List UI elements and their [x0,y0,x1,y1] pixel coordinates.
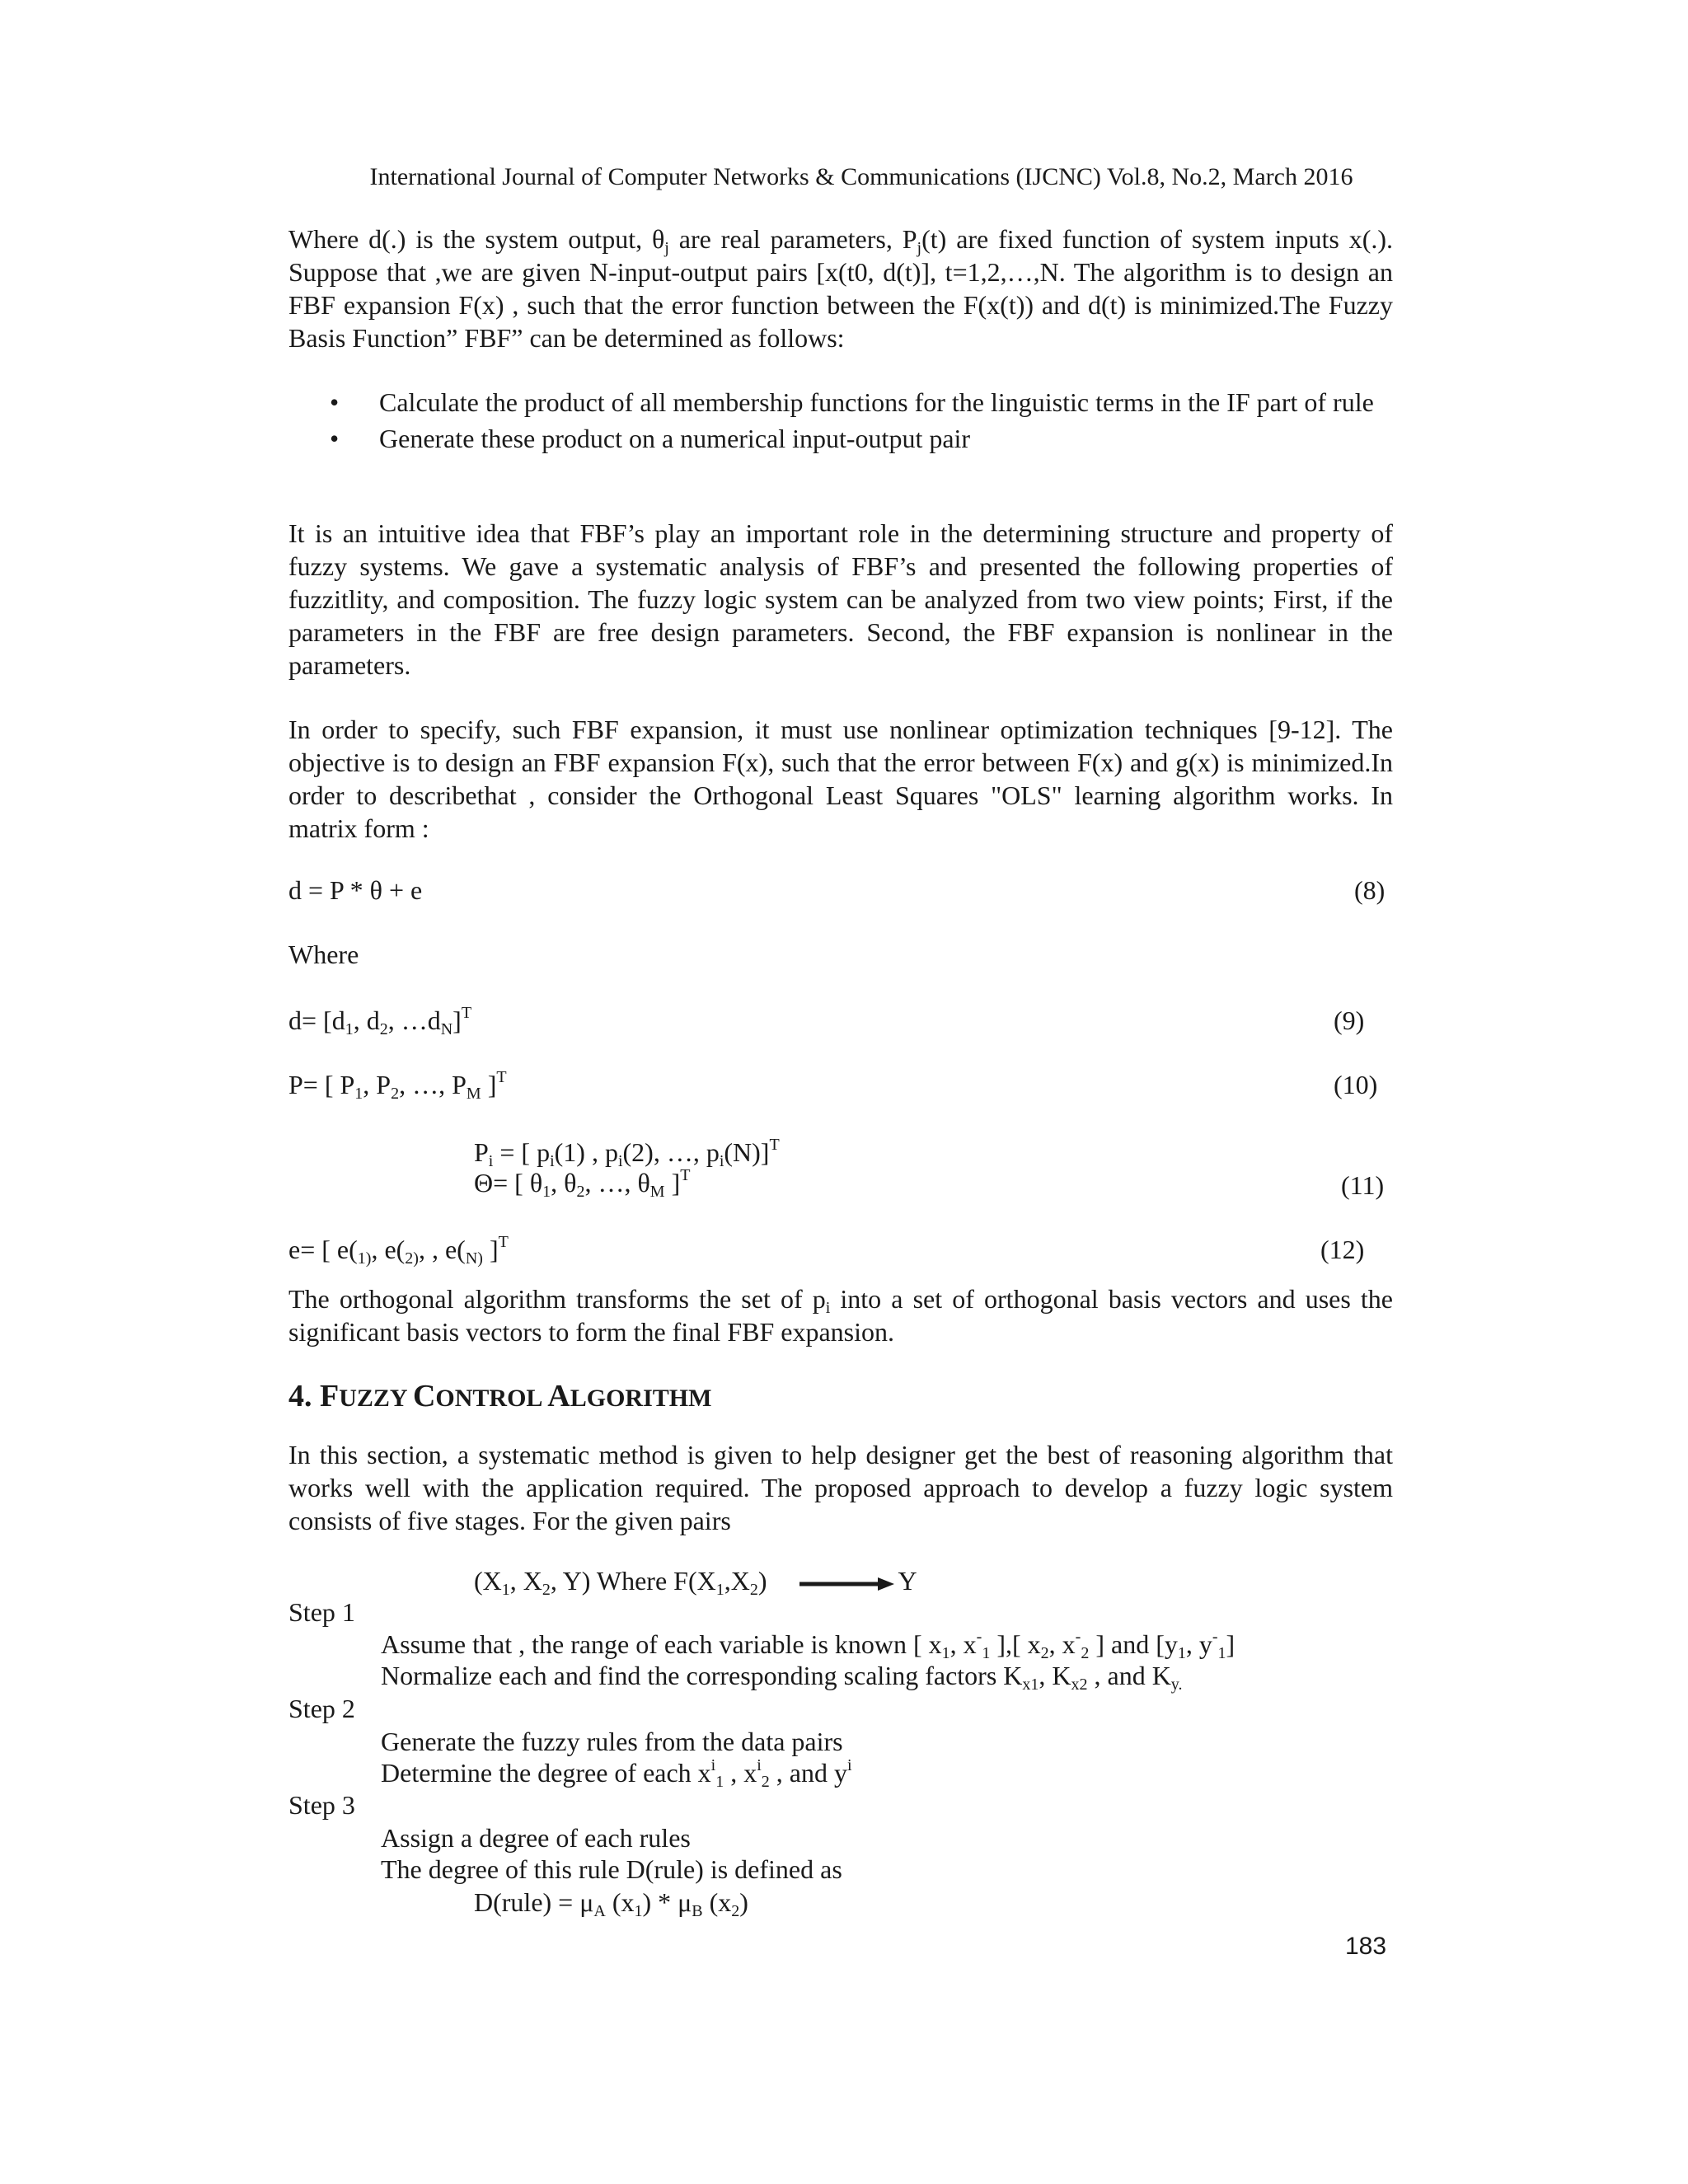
step-2-label: Step 2 [288,1694,355,1723]
step-3-label: Step 3 [288,1790,355,1820]
equation-11-p: $P_i$ = [ $p_i(1)$ , $p_i(2)$, …, $p_i(N)]^T$ [474,1136,780,1170]
step-2-generate: Generate the fuzzy rules from the data pairs [381,1727,843,1756]
equation-number-8: (8) [1354,875,1386,905]
equation-8: d = P * θ + e [288,875,423,905]
paragraph-fbf-properties: It is an intuitive idea that FBF’s play an important role in the determining structure and property of fuzzy systems. We gave a systematic analysis of FBF’s and presented the following properties of fuzzitlity, and composition. The fuzzy logic system can be analyzed from two view points; First, if the parameters in the FBF are free design parameters. Second, the FBF expansion is nonlinear in the parameters. [288,518,1393,680]
page-number: 183 [1345,1933,1387,1960]
step-3-definition: The degree of this rule D(rule) is defined as [381,1854,842,1884]
paragraph-section-intro: In this section, a systematic method is given to help designer get the best of reasoning algorithm that works well with the application required. The proposed approach to develop a fuzzy logic system consists of five stages. For the given pairs [288,1440,1393,1535]
paragraph-ols: In order to specify, such FBF expansion, it must use nonlinear optimization techniques [9-12]. The objective is to design an FBF expansion F(x), such that the error between F(x) and g(x) is minimized.In order to describethat , consider the Orthogonal Least Squares "OLS" learning algorithm works. In matrix form : [288,715,1393,843]
equation-number-9: (9) [1334,1005,1365,1035]
paragraph-fbf-definition: Where d(.) is the system output, $\theta_j$ are real parameters, $P_j(t)$ are fixed function of system inputs x(.). Suppose that ,we are given N-input-output pairs [x(t0, d(t)], t=1,2,…,N. The algorithm is to design an FBF expansion F(x) , such that the error function between the F(x(t)) and d(t) is minimized.The Fuzzy Basis Function” FBF” can be determined as follows: [288,224,1394,353]
bullet-list [330,386,1393,458]
step-1-normalize: Normalize each and find the corresponding scaling factors $K_{x1}$, $K_{x2}$ , and $K_{y.}$ [381,1661,1183,1694]
equation-12: e= [ $e(_{1)}$, $e(_{2)}$, , $e(_{N)}$ ]$^T$ [288,1233,509,1268]
equation-10: P= [ $P_1$, $P_2$, …, $P_M$ ]$^T$ [288,1068,507,1103]
data-pairs-line: ($X_1$, $X_2$, Y) Where $F(X_1,X_2)$ Y [474,1566,917,1599]
step-3-assign: Assign a degree of each rules [381,1823,691,1853]
where-label: Where [288,940,359,969]
bullet-icon: • [330,424,340,453]
equation-number-11: (11) [1341,1170,1385,1200]
equation-9: $d= [d_1$, $d_2$, $\dots d_N]^T$ [288,1004,472,1038]
step-2-degree: Determine the degree of each $x^i_1$ , $x^i_2$ , and $y^i$ [381,1756,852,1791]
list-item: • Generate these product on a numerical input-output pair [330,424,971,453]
step-1-range: Assume that , the range of each variable is known [ $x_1$, $x^-_1$ ],[ $x_2$, $x^-_2$ ] and [$y_1$, $y^-_1$] [381,1628,1236,1662]
journal-header: International Journal of Computer Networks & Communications (IJCNC) Vol.8, No.2, March 2016 [369,163,1353,190]
equation-number-10: (10) [1334,1070,1378,1099]
list-item: • Calculate the product of all membership functions for the linguistic terms in the IF part of rule [330,387,1374,417]
equation-number-12: (12) [1320,1235,1365,1264]
arrow-right-icon [799,1576,894,1592]
step-3-formula: D(rule) = $\mu_A$ $(x_1) * \mu_B$ $(x_2)$ [474,1887,748,1920]
bullet-icon: • [330,387,340,417]
step-1-label: Step 1 [288,1597,355,1627]
paragraph-orthogonal: The orthogonal algorithm transforms the set of $p_i$ into a set of orthogonal basis vectors and uses the significant basis vectors to form the final FBF expansion. [288,1284,1394,1347]
section-heading: 4. FUZZY CONTROL ALGORITHM [288,1379,712,1413]
equation-11-theta: Θ= [ $\theta_1$, $\theta_2$, …, $\theta_M$ ]$^T$ [474,1166,691,1201]
